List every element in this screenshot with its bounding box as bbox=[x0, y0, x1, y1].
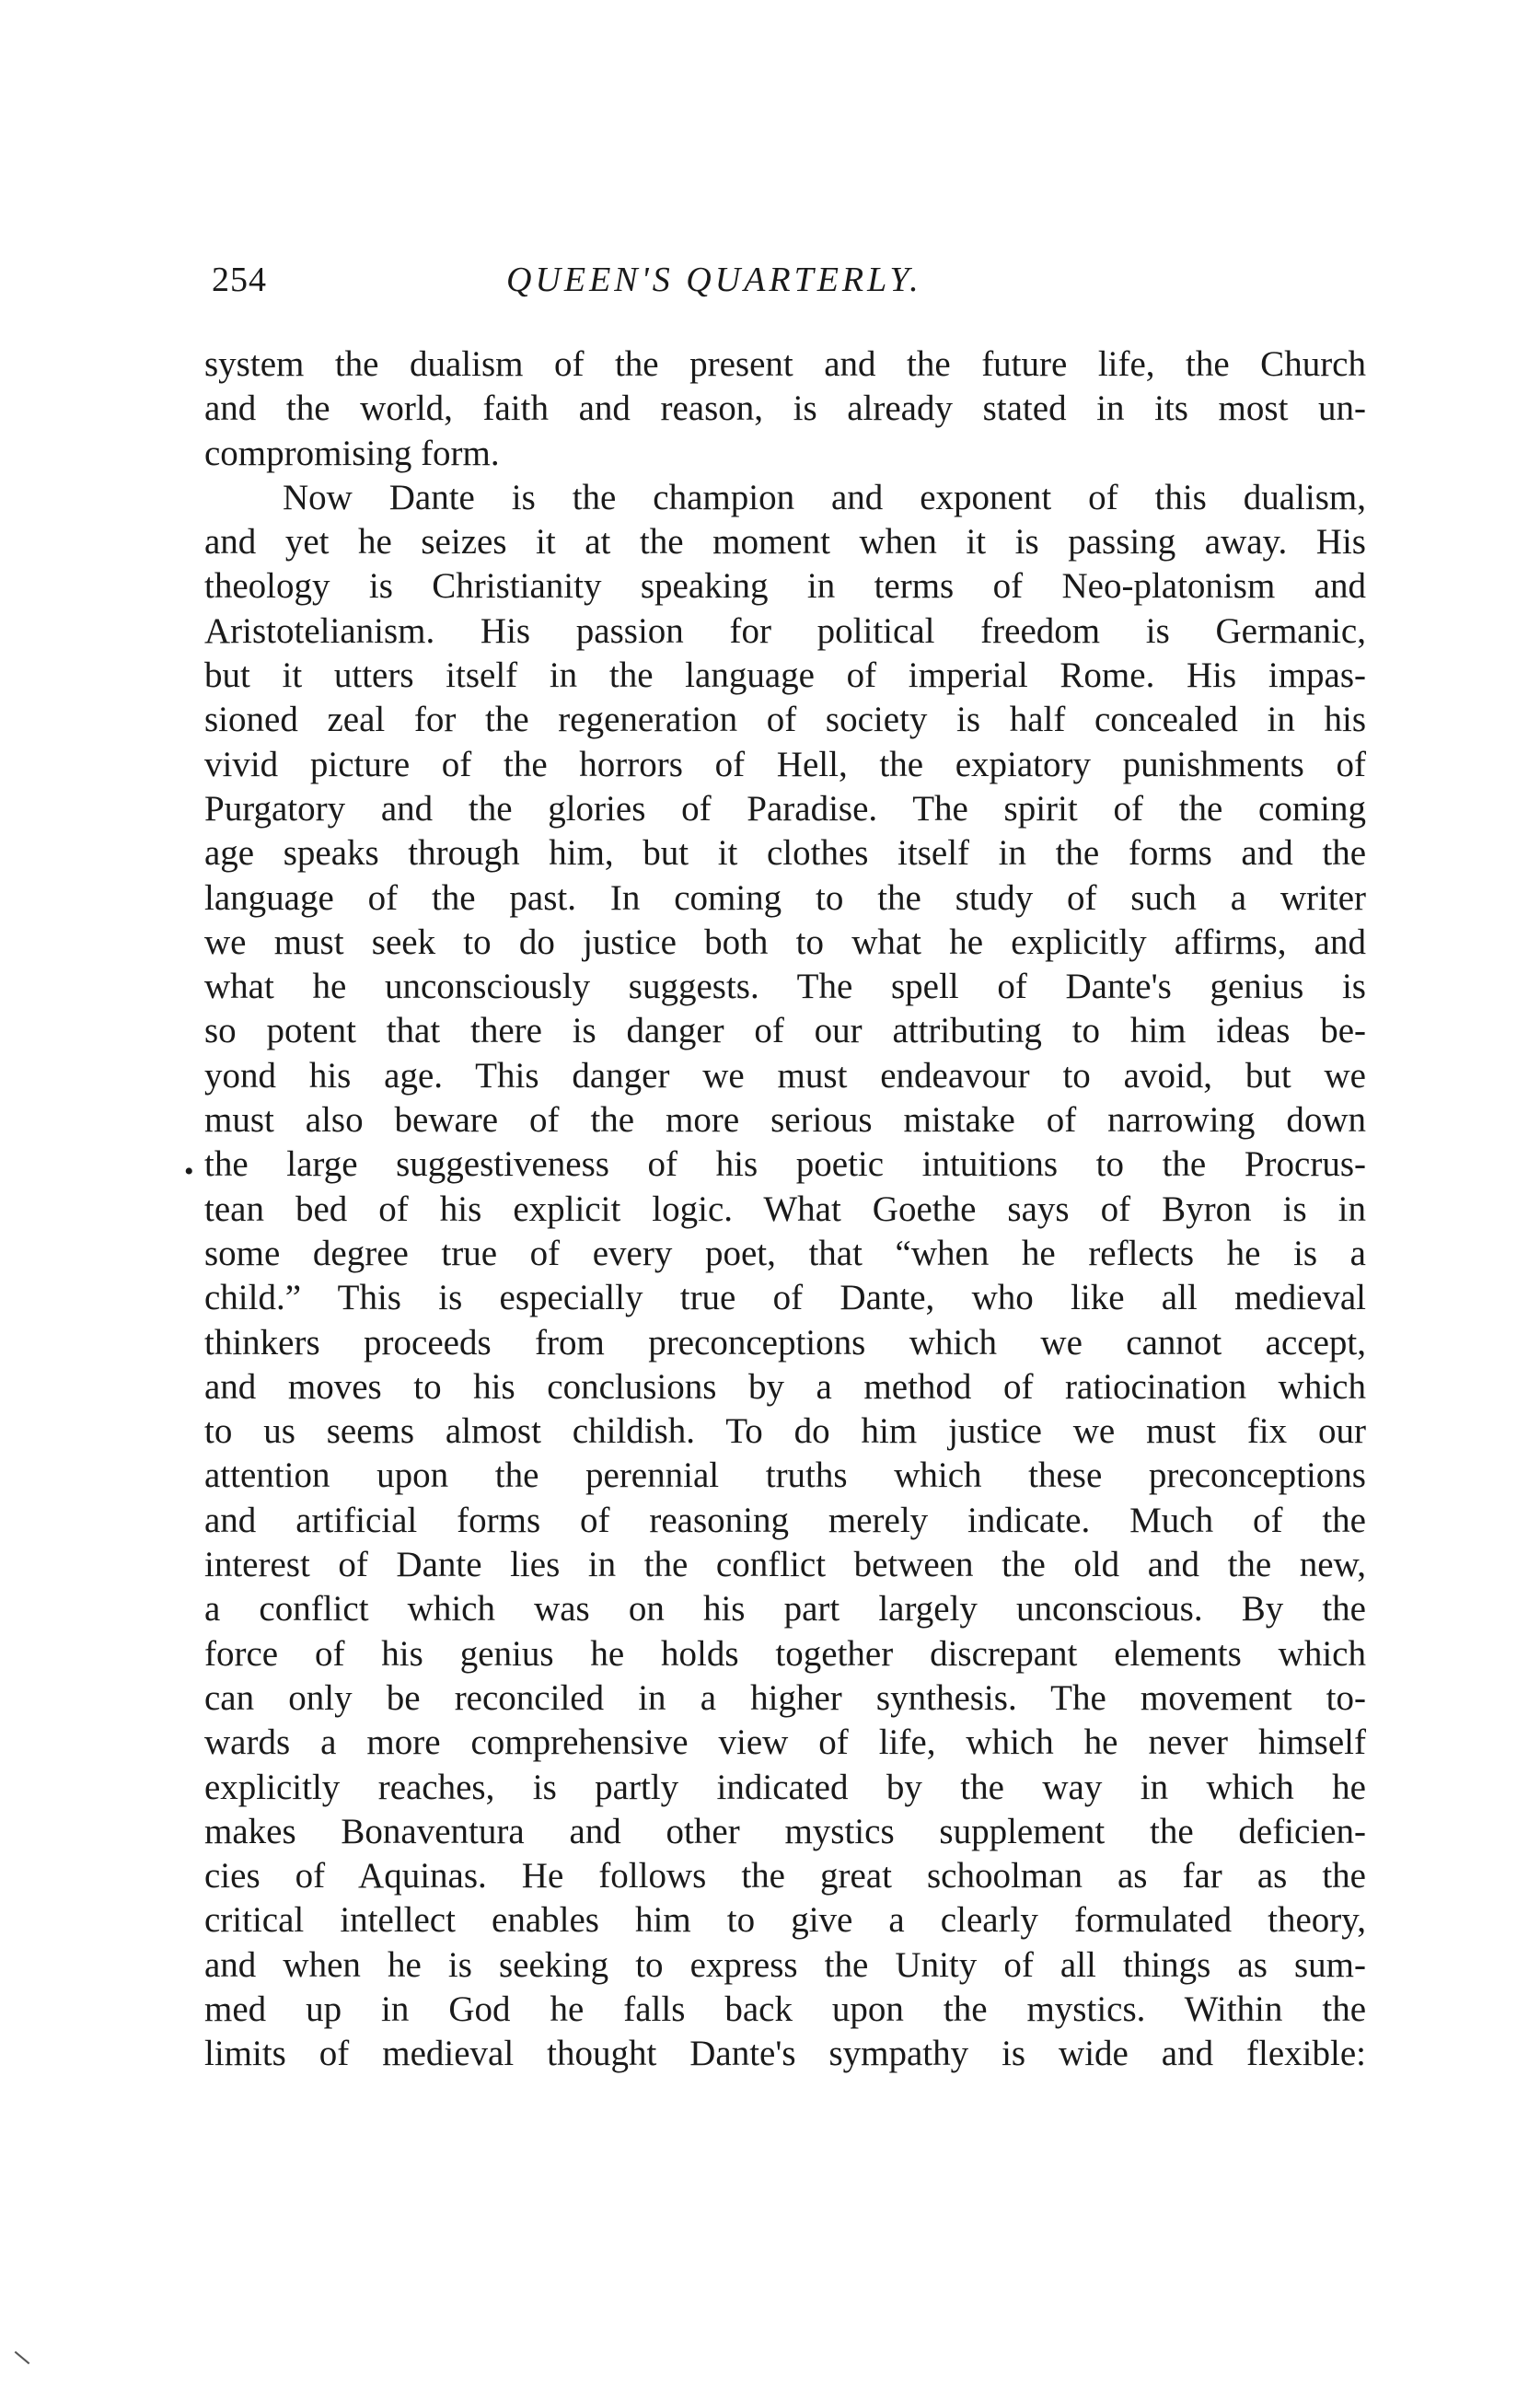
text-line: Aristotelianism. His passion for political freedom is Germanic, bbox=[204, 610, 1366, 651]
text-line: what he unconsciously suggests. The spell of Dante's genius is bbox=[204, 967, 1366, 1007]
text-line: theology is Christianity speaking in terms of Neo-platonism and bbox=[204, 566, 1366, 607]
page-number: 254 bbox=[212, 261, 267, 299]
margin-mark: • bbox=[184, 1156, 194, 1187]
text-line: the large suggestiveness of his poetic intuitions to the Procrus- bbox=[204, 1144, 1366, 1185]
text-line: explicitly reaches, is partly indicated by the way in which he bbox=[204, 1767, 1366, 1807]
text-line: so potent that there is danger of our attributing to him ideas be- bbox=[204, 1011, 1366, 1051]
text-line: wards a more comprehensive view of life, which he never himself bbox=[204, 1722, 1366, 1763]
text-line: and when he is seeking to express the Unity of all things as sum- bbox=[204, 1944, 1366, 1985]
text-line: Now Dante is the champion and exponent of this dualism, bbox=[283, 477, 1366, 517]
text-line: can only be reconciled in a higher synthesis. The movement to- bbox=[204, 1677, 1366, 1718]
text-line: interest of Dante lies in the conflict between the old and the new, bbox=[204, 1545, 1366, 1585]
text-line: limits of medieval thought Dante's sympathy is wide and flexible: bbox=[204, 2034, 1366, 2074]
text-line: language of the past. In coming to the study of such a writer bbox=[204, 877, 1366, 918]
text-line: cies of Aquinas. He follows the great schoolman as far as the bbox=[204, 1856, 1366, 1896]
text-line: makes Bonaventura and other mystics supplement the deficien- bbox=[204, 1811, 1366, 1851]
text-line: vivid picture of the horrors of Hell, the expiatory punishments of bbox=[204, 744, 1366, 784]
text-line: child.” This is especially true of Dante, who like all medieval bbox=[204, 1278, 1366, 1318]
text-line: and the world, faith and reason, is already stated in its most un- bbox=[204, 389, 1366, 429]
text-line: and artificial forms of reasoning merely indicate. Much of the bbox=[204, 1500, 1366, 1540]
text-line: but it utters itself in the language of imperial Rome. His impas- bbox=[204, 655, 1366, 696]
paragraph bbox=[204, 342, 1366, 476]
text-line: compromising form. bbox=[204, 433, 500, 473]
text-line: force of his genius he holds together discrepant elements which bbox=[204, 1633, 1366, 1674]
body-text bbox=[204, 342, 1366, 2077]
text-line: tean bed of his explicit logic. What Goethe says of Byron is in bbox=[204, 1189, 1366, 1229]
text-line: critical intellect enables him to give a clearly formulated theory, bbox=[204, 1900, 1366, 1941]
scan-artifact bbox=[15, 2351, 30, 2364]
text-line: some degree true of every poet, that “when he reflects he is a bbox=[204, 1233, 1366, 1273]
text-line: system the dualism of the present and the future life, the Church bbox=[204, 344, 1366, 384]
text-line: thinkers proceeds from preconceptions which we cannot accept, bbox=[204, 1322, 1366, 1363]
text-line: and yet he seizes it at the moment when it is passing away. His bbox=[204, 522, 1366, 562]
text-line: we must seek to do justice both to what he explicitly affirms, and bbox=[204, 922, 1366, 962]
text-line: must also beware of the more serious mistake of narrowing down bbox=[204, 1100, 1366, 1141]
running-head bbox=[212, 260, 1353, 315]
text-line: med up in God he falls back upon the mystics. Within the bbox=[204, 1989, 1366, 2029]
text-line: to us seems almost childish. To do him justice we must fix our bbox=[204, 1411, 1366, 1452]
text-line: a conflict which was on his part largely unconscious. By the bbox=[204, 1589, 1366, 1629]
paragraph bbox=[204, 476, 1366, 2077]
text-line: attention upon the perennial truths which these preconceptions bbox=[204, 1455, 1366, 1496]
text-line: age speaks through him, but it clothes itself in the forms and the bbox=[204, 833, 1366, 874]
text-line: Purgatory and the glories of Paradise. The spirit of the coming bbox=[204, 788, 1366, 829]
text-line: and moves to his conclusions by a method of ratiocination which bbox=[204, 1366, 1366, 1407]
journal-title: QUEEN'S QUARTERLY. bbox=[506, 261, 922, 299]
text-line: yond his age. This danger we must endeavour to avoid, but we bbox=[204, 1055, 1366, 1096]
text-line: sioned zeal for the regeneration of society is half concealed in his bbox=[204, 700, 1366, 740]
